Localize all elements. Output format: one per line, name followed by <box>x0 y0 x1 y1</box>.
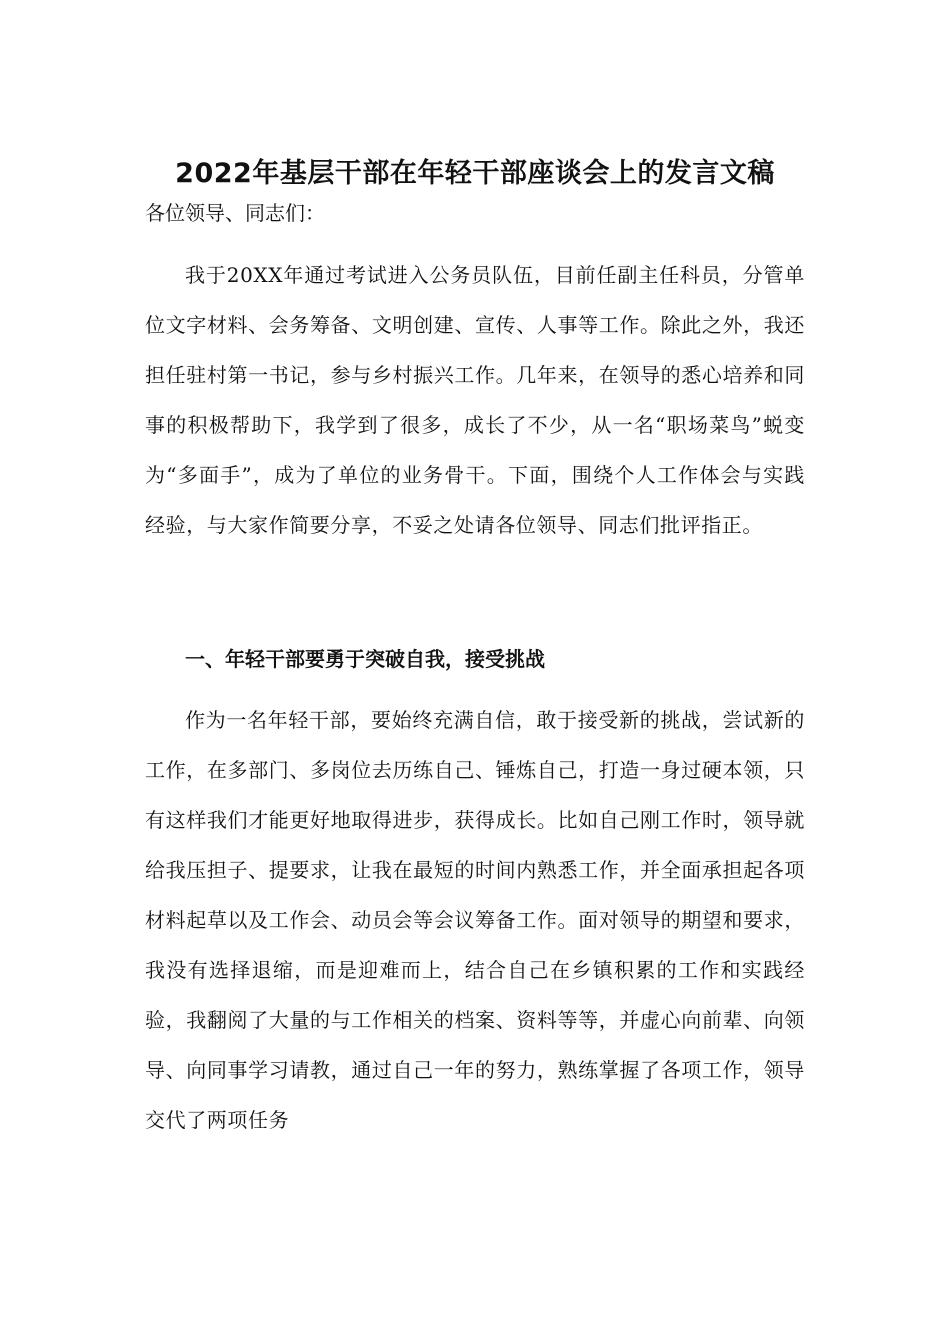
page-title: 2022年基层干部在年轻干部座谈会上的发言文稿 <box>175 158 775 189</box>
salutation: 各位领导、同志们： <box>145 201 325 225</box>
section-heading: 一、年轻干部要勇于突破自我，接受挑战 <box>185 647 545 671</box>
section-paragraph: 作为一名年轻干部，要始终充满自信，敢于接受新的挑战，尝试新的工作，在多部门、多岗位去历练自己、锤炼自己，打造一身过硬本领，只有这样我们才能更好地取得进步，获得成长。比如自己刚工作时，领导就给我压担子、提要求，让我在最短的时间内熟悉工作，并全面承担起各项材料起草以及工作会、动员会等会议筹备工作。面对领导的期望和要求，我没有选择退缩，而是迎难而上，结合自己在乡镇积累的工作和实践经验，我翻阅了大量的与工作相关的档案、资料等等，并虚心向前辈、向领导、向同事学习请教，通过自己一年的努力，熟练掌握了各项工作，领导交代了两项任务 <box>145 708 805 1132</box>
intro-paragraph: 我于20XX年通过考试进入公务员队伍，目前任副主任科员，分管单位文字材料、会务筹备、文明创建、宣传、人事等工作。除此之外，我还担任驻村第一书记，参与乡村振兴工作。几年来，在领导的悉心培养和同事的积极帮助下，我学到了很多，成长了不少，从一名“职场菜鸟”蜕变为“多面手”，成为了单位的业务骨干。下面，围绕个人工作体会与实践经验，与大家作简要分享，不妥之处请各位领导、同志们批评指正。 <box>145 263 805 537</box>
